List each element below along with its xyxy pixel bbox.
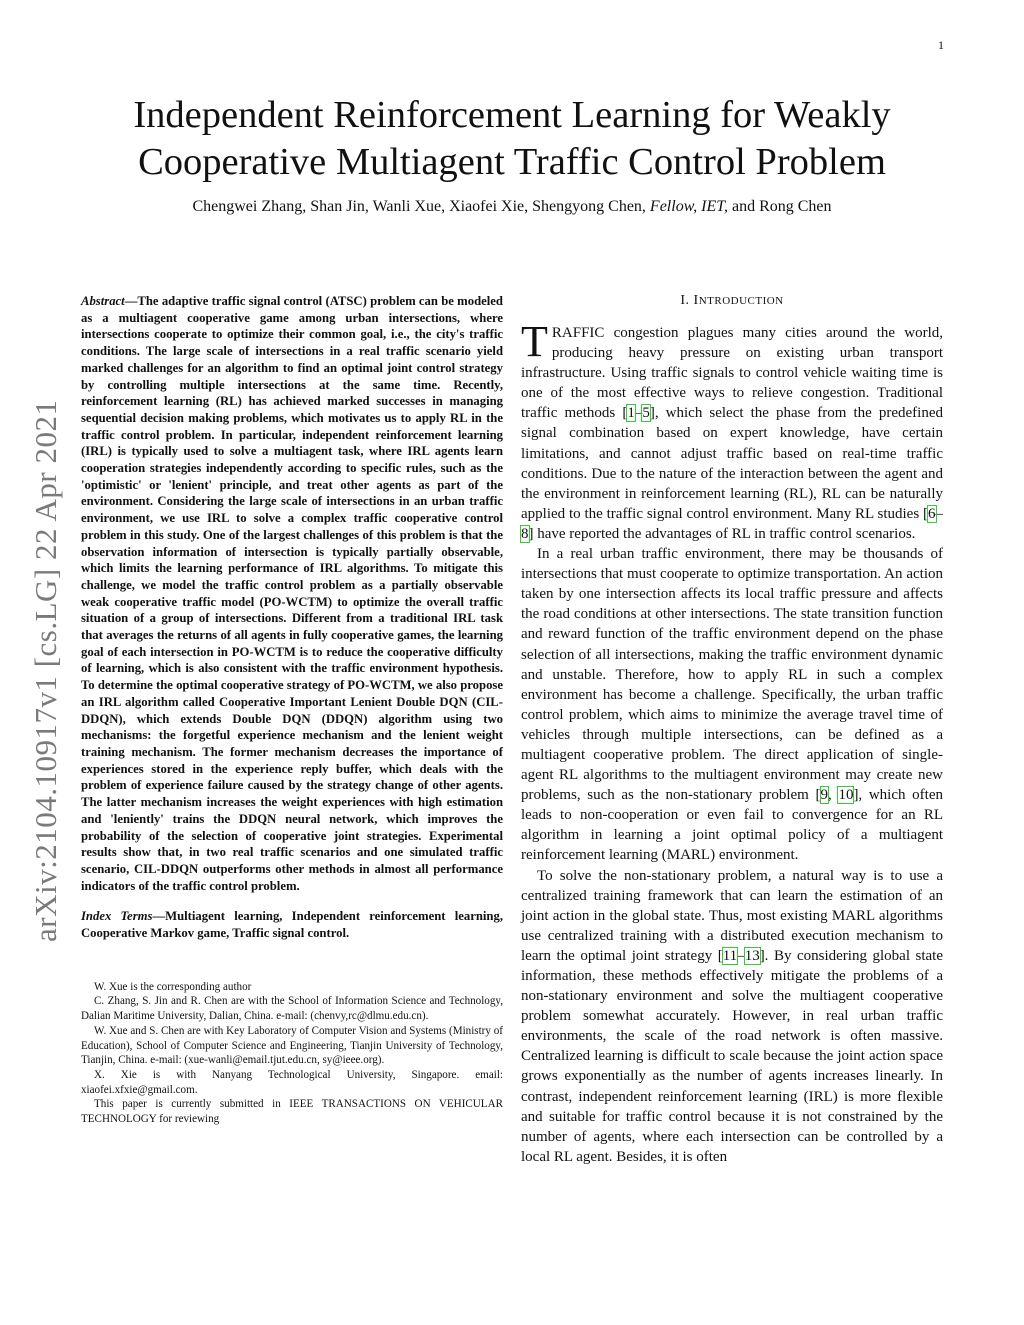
citation-dash: –	[935, 505, 943, 522]
index-terms	[81, 908, 503, 941]
abstract-lead: Abstract	[81, 294, 125, 308]
footnote: This paper is currently submitted in IEEE TRANSACTIONS ON VEHICULAR TECHNOLOGY for reviewing	[81, 1098, 503, 1126]
author-fellow: Fellow, IET,	[649, 198, 728, 215]
footnote: X. Xie is with Nanyang Technological University, Singapore. email: xiaofei.xfxie@gmail.com.	[81, 1068, 503, 1096]
footnote: W. Xue is the corresponding author	[94, 980, 252, 993]
citation-dash: –	[737, 947, 745, 964]
paragraph-text: ] have reported the advantages of RL in traffic control scenarios.	[528, 525, 916, 542]
paragraph-text: ], which select the phase from the predefined signal combination based on expert knowledge, have certain limitations, and cannot adjust traffic based on real-time traffic conditions. Due to the nature of the interaction between the agent and the environment in reinforcement learning (RL), RL can be naturally applied to the traffic signal control environment. Many RL studies [	[521, 405, 943, 522]
citation-link[interactable]: 6	[928, 505, 936, 522]
section-title-rest: NTRODUCTION	[698, 295, 784, 307]
arxiv-stamp: arXiv:2104.10917v1 [cs.LG] 22 Apr 2021	[28, 399, 63, 942]
paper-title: Independent Reinforcement Learning for Weakly Cooperative Multiagent Traffic Control Problem	[133, 94, 891, 183]
footnote: C. Zhang, S. Jin and R. Chen are with the School of Information Science and Technology, Dalian Maritime University, Dalian, China. e-mail: (chenvy,rc@dlmu.edu.cn).	[81, 995, 503, 1023]
paragraph-text: ], which often leads to non-cooperation or even fail to convergence for an RL algorithm in learning a joint optimal policy of a multiagent reinforcement learning (MARL) environment.	[521, 787, 943, 864]
citation-separator: ,	[828, 787, 839, 804]
citation-link[interactable]: 13	[744, 947, 760, 964]
author-last: and Rong Chen	[731, 198, 832, 215]
footnote: W. Xue and S. Chen are with Key Laboratory of Computer Vision and Systems (Ministry of Education), School of Computer Science and Engineering, Tianjin University of Technology, Tianjin, China. e-mail: (xue-wanli@email.tjut.edu.cn, sy@ieee.org).	[81, 1024, 503, 1067]
right-column	[521, 293, 943, 1167]
citation-link[interactable]: 8	[521, 525, 529, 542]
citation-link[interactable]: 1	[627, 405, 635, 422]
citation-link[interactable]: 5	[642, 405, 650, 422]
author-list	[60, 198, 964, 216]
citation-dash: –	[634, 405, 643, 422]
drop-cap: T	[521, 317, 548, 366]
citation-link[interactable]: 9	[820, 787, 829, 804]
intro-paragraph-2	[521, 544, 943, 866]
footnotes	[81, 980, 503, 1127]
paragraph-text: To solve the non-stationary problem, a natural way is to use a centralized training framework that can learn the estimation of an joint action in the global state. Thus, most existing MARL algorithms use centralized training with a distributed execution mechanism to learn the optimal joint strategy [	[521, 867, 943, 964]
citation-link[interactable]: 11	[722, 947, 738, 964]
left-column	[81, 293, 503, 1127]
paragraph-text: In a real urban traffic environment, there may be thousands of intersections that must cooperate to optimize transportation. An action taken by one intersection affects its local traffic pressure and affects the road conditions at other intersections. The state transition function and reward function of the traffic environment depend on the phase selection of all intersections, making the traffic environment dynamic and unstable. Therefore, how to apply RL in such a complex environment has become a challenge. Specifically, the urban traffic control problem, which aims to minimize the average travel time of vehicles through multiple intersections, can be defined as a multiagent cooperative problem. The direct application of single-agent RL algorithms to the multiagent environment may create new problems, such as the non-stationary problem [	[521, 546, 943, 804]
section-number: I.	[680, 293, 690, 308]
intro-paragraph-3	[521, 866, 943, 1167]
abstract	[81, 293, 503, 894]
index-terms-lead: Index Terms	[81, 909, 153, 924]
paragraph-text: RAFFIC congestion plagues many cities around the world, producing heavy pressure on existing urban transport infrastructure. Using traffic signals to control vehicle waiting time is one of the most effective ways to relieve congestion. Traditional traffic methods [	[521, 325, 943, 422]
paragraph-text: ]. By considering global state information, these methods effectively mitigate the problems of a non-stationary environment and solve the multiagent cooperative problem somewhat accurately. However, in real urban traffic environments, the scale of the road network is often massive. Centralized learning is difficult to scale because the joint action space grows exponentially as the number of agents increases linearly. In contrast, independent reinforcement learning (IRL) is more flexible and suitable for traffic control because it is not constrained by the number of agents, where each intersection can be controlled by a local RL agent. Besides, it is often	[521, 947, 943, 1165]
section-heading	[521, 293, 943, 309]
index-terms-text: —Multiagent learning, Independent reinforcement learning, Cooperative Markov game, Traffic signal control.	[81, 909, 503, 941]
citation-link[interactable]: 10	[838, 787, 854, 804]
intro-paragraph-1	[521, 317, 943, 544]
section-title-first: I	[693, 293, 699, 308]
page-number: 1	[938, 38, 944, 52]
author-names: Chengwei Zhang, Shan Jin, Wanli Xue, Xiaofei Xie, Shengyong Chen,	[192, 198, 646, 215]
abstract-text: —The adaptive traffic signal control (ATSC) problem can be modeled as a multiagent cooperative game among urban intersections, where intersections cooperate to optimize their common goal, i.e., the city's traffic conditions. The large scale of intersections in a real traffic scenario yield marked challenges for an algorithm to find an optimal joint control strategy by controlling multiple intersections at the same time. Recently, reinforcement learning (RL) has achieved marked successes in managing sequential decision making problems, which motivates us to apply RL in the traffic control problem. In particular, independent reinforcement learning (IRL) is typically used to solve a multiagent task, where IRL agents learn cooperation strategies independently according to specific rules, such as the 'optimistic' or 'lenient' principle, and treat other agents as part of the environment. Considering the large scale of intersections in an urban traffic environment, we use IRL to solve a complex traffic cooperative control problem in this study. One of the largest challenges of this problem is that the observation information of intersection is typically partially observable, which limits the learning performance of IRL algorithms. To mitigate this challenge, we model the traffic control problem as a partially observable weak cooperative traffic model (PO-WCTM) to optimize the overall traffic situation of a group of intersections. Different from a traditional IRL task that averages the returns of all agents in fully cooperative games, the learning goal of each intersection in PO-WCTM is to reduce the cooperative difficulty of learning, which is also consistent with the traffic environment hypothesis. To determine the optimal cooperative strategy of PO-WCTM, we also propose an IRL algorithm called Cooperative Important Lenient Double DQN (CIL-DDQN), which extends Double DQN (DDQN) algorithm using two mechanisms: the forgetful experience mechanism and the lenient weight training mechanism. The former mechanism decreases the importance of experiences stored in the experience reply buffer, which deals with the problem of experience failure caused by the strategy change of other agents. The latter mechanism increases the weight experiences with high estimation and 'leniently' trains the DDQN neural network, which improves the probability of the selection of cooperative joint strategies. Experimental results show that, in two real traffic scenarios and one simulated traffic scenario, CIL-DDQN outperforms other methods in almost all performance indicators of the traffic control problem.	[81, 294, 503, 893]
